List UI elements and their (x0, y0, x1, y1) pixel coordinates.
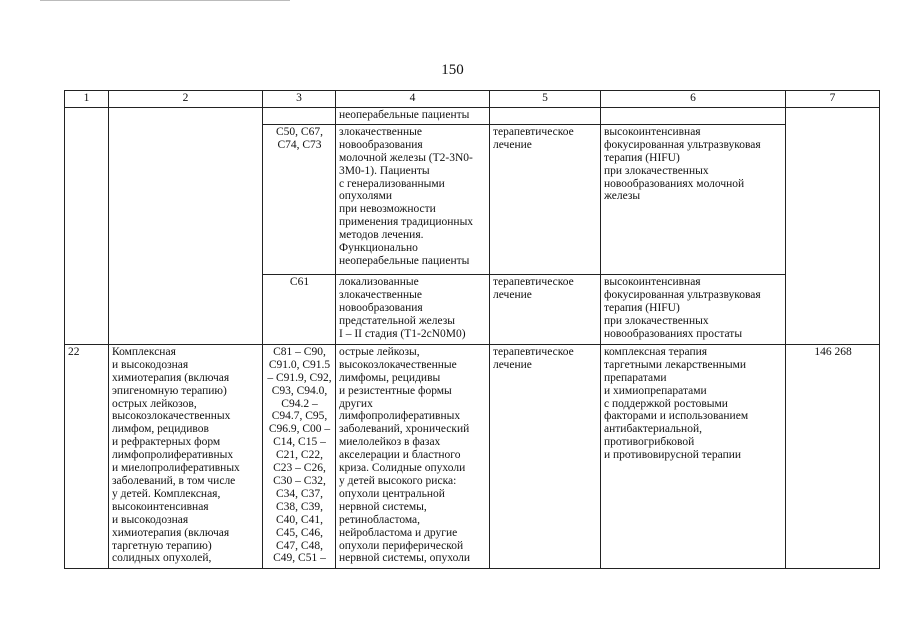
column-header: 2 (109, 91, 263, 108)
table-cell-diagnosis: острые лейкозы, высокозлокачественные лимфомы, рецидивы и резистентные формы других лимфопролиферативных заболеваний, хронический миелолейкоз в фазах акселерации и бластного криза. Солидные опухоли у детей высокого риска: опухоли центральной нервной системы, ретинобластома, нейробластома и другие опухоли периферической нервной системы, опухоли (336, 344, 490, 568)
table-cell-treatment-method: высокоинтенсивная фокусированная ультразвуковая терапия (HIFU) при злокачественных новообразованиях молочной железы (601, 124, 786, 274)
table-row (65, 108, 880, 125)
table-row (65, 124, 880, 274)
page-top-edge (40, 0, 290, 4)
column-header: 5 (490, 91, 601, 108)
table-cell-icd-codes: С61 (263, 274, 336, 344)
column-header: 7 (786, 91, 880, 108)
table-cell (109, 124, 263, 274)
table-cell-treatment-type: терапевтическое лечение (490, 274, 601, 344)
table-row (65, 274, 880, 344)
table-cell-icd-codes: С50, С67, С74, С73 (263, 124, 336, 274)
table-cell-treatment-method: высокоинтенсивная фокусированная ультразвуковая терапия (HIFU) при злокачественных новообразованиях простаты (601, 274, 786, 344)
table-cell (109, 274, 263, 344)
table-cell-diagnosis: злокачественные новообразования молочной железы (Т2-3N0- 3M0-1). Пациенты с генерализованными опухолями при невозможности применения традиционных методов лечения. Функционально неоперабельные пациенты (336, 124, 490, 274)
column-header: 1 (65, 91, 109, 108)
table-cell-care-type: Комплексная и высокодозная химиотерапия (включая эпигеномную терапию) острых лейкозов, высокозлокачественных лимфом, рецидивов и рефрактерных форм лимфопролиферативных и миелопролиферативных заболеваний, в том числе у детей. Комплексная, высокоинтенсивная и высокодозная химиотерапия (включая таргетную терапию) солидных опухолей, (109, 344, 263, 568)
table-cell (263, 108, 336, 125)
column-header: 4 (336, 91, 490, 108)
table-cell-treatment-type: терапевтическое лечение (490, 344, 601, 568)
table-cell (109, 108, 263, 125)
table-cell-row-number: 22 (65, 344, 109, 568)
table-cell (65, 274, 109, 344)
table-cell (65, 108, 109, 125)
services-table (64, 90, 880, 569)
table-cell (65, 124, 109, 274)
table-cell (786, 274, 880, 344)
table-cell (786, 124, 880, 274)
table-cell-treatment-method: комплексная терапия таргетными лекарственными препаратами и химиопрепаратами с поддержкой ростовыми факторами и использованием антибактериальной, противогрибковой и противовирусной терапии (601, 344, 786, 568)
page-number: 150 (441, 62, 464, 78)
table-cell (601, 108, 786, 125)
table-cell-cost: 146 268 (786, 344, 880, 568)
table-cell (490, 108, 601, 125)
table-cell-diagnosis: локализованные злокачественные новообразования предстательной железы I – II стадия (Т1-2cN0M0) (336, 274, 490, 344)
table-cell-treatment-type: терапевтическое лечение (490, 124, 601, 274)
column-number-header-row (65, 91, 880, 108)
table-cell-diagnosis: неоперабельные пациенты (336, 108, 490, 125)
table-cell (786, 108, 880, 125)
column-header: 6 (601, 91, 786, 108)
table-row (65, 344, 880, 568)
table-cell-icd-codes: С81 – С90, С91.0, С91.5 – С91.9, С92, С93, С94.0, С94.2 – С94.7, С95, С96.9, С00 – С14, С15 – С21, С22, С23 – С26, С30 – С32, С34, С37, С38, С39, С40, С41, С45, С46, С47, С48, С49, С51 – (263, 344, 336, 568)
column-header: 3 (263, 91, 336, 108)
